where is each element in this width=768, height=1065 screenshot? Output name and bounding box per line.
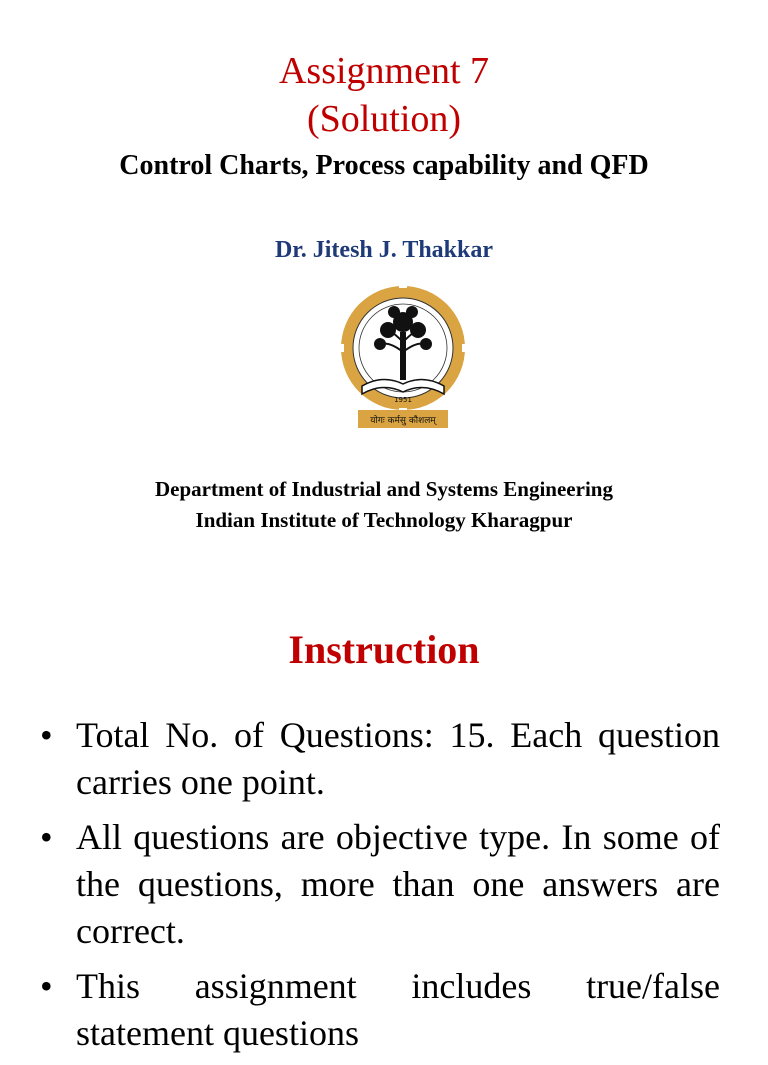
logo-motto: योगः कर्मसु कौशलम्: [370, 416, 436, 426]
instruction-item: • Total No. of Questions: 15. Each question carries one point.: [40, 712, 720, 806]
instruction-item: • All questions are objective type. In some of the questions, more than one answers are correct.: [40, 814, 720, 955]
instruction-item: • This assignment includes true/false statement questions: [40, 963, 720, 1057]
iit-kharagpur-logo-icon: [338, 282, 468, 430]
institute-name: Indian Institute of Technology Kharagpur: [195, 508, 573, 532]
assignment-title: Assignment 7: [278, 50, 490, 92]
slide-subtitle: Control Charts, Process capability and QFD: [119, 150, 649, 181]
solution-label: (Solution): [306, 98, 462, 140]
bullet-icon: •: [40, 966, 53, 1006]
bullet-icon: •: [40, 817, 53, 857]
bullet-icon: •: [40, 715, 53, 755]
author-name: Dr. Jitesh J. Thakkar: [274, 237, 494, 263]
logo-year: 1951: [394, 396, 412, 404]
instruction-list: [40, 712, 720, 1065]
department-name: Department of Industrial and Systems Engineering: [155, 477, 613, 501]
instruction-slide: [0, 580, 768, 1053]
instruction-heading: Instruction: [288, 627, 480, 672]
department-block: [0, 474, 768, 536]
